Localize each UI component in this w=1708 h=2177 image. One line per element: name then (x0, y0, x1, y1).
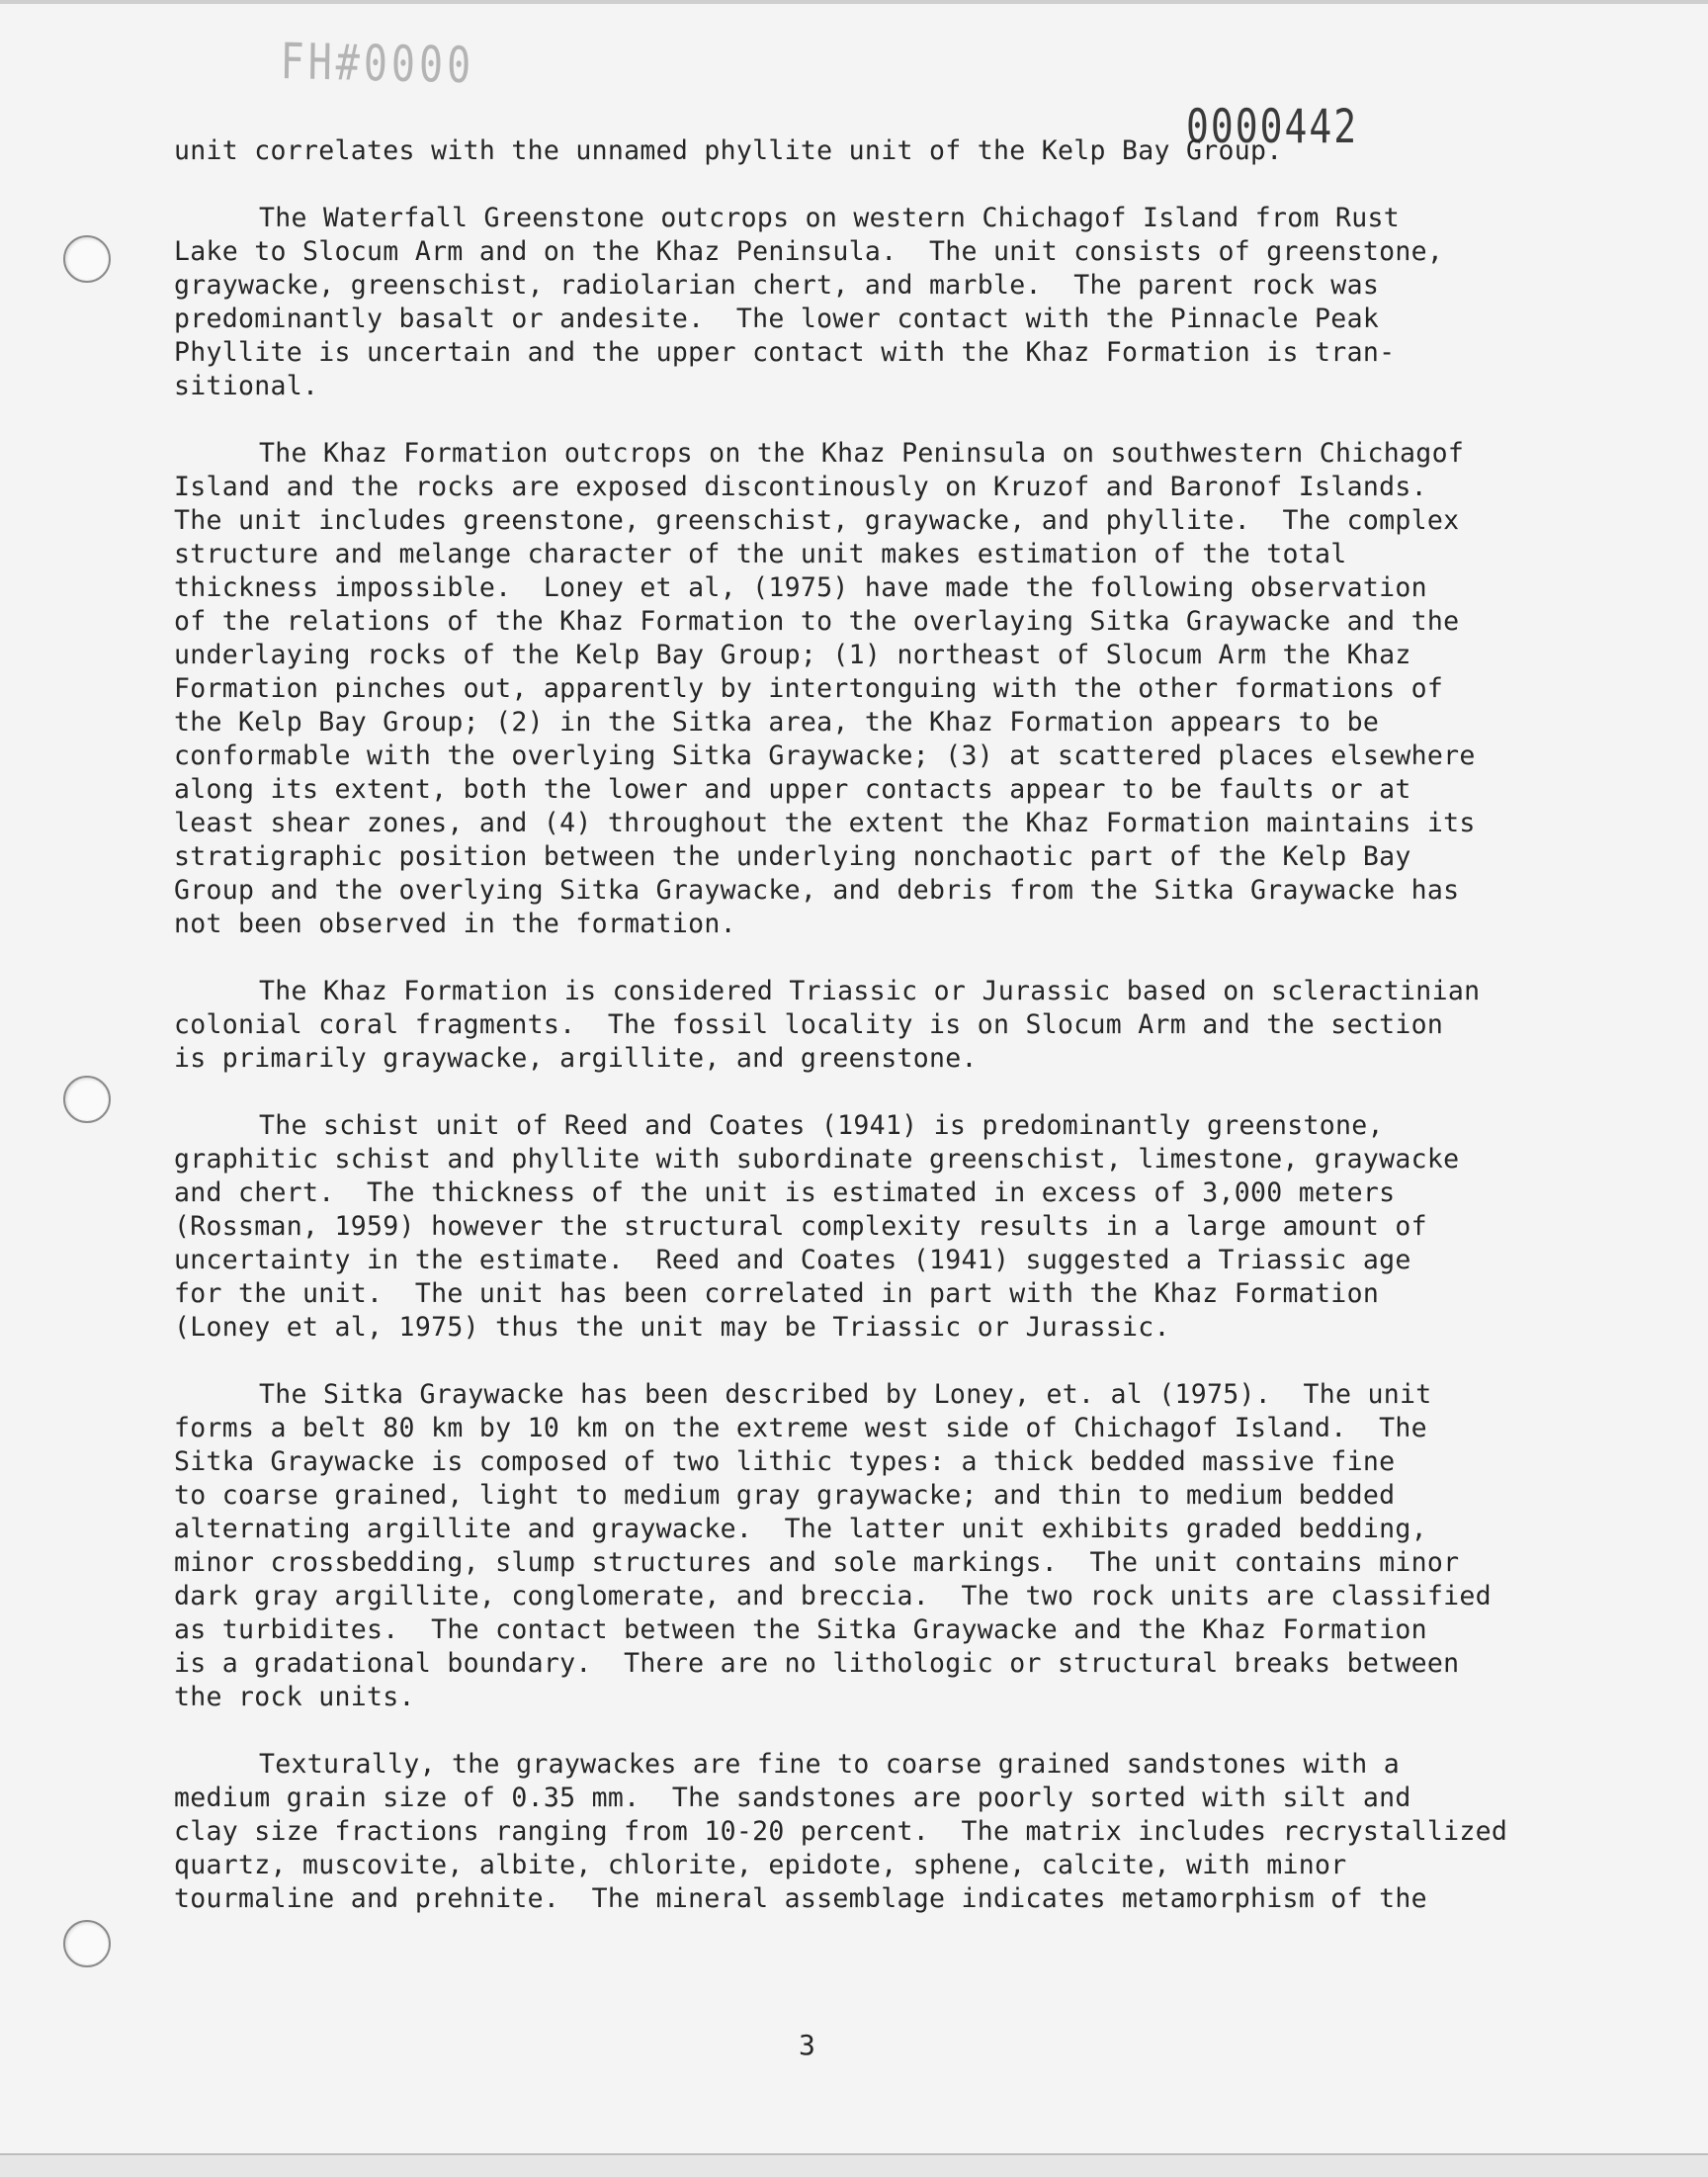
text-line: The Waterfall Greenstone outcrops on western Chichagof Island from Rust (259, 203, 1401, 233)
text-line: stratigraphic position between the underlying nonchaotic part of the Kelp Bay (174, 841, 1411, 872)
page-number: 3 (799, 2029, 815, 2061)
text-line: colonial coral fragments. The fossil locality is on Slocum Arm and the section (174, 1009, 1444, 1040)
text-line: The Khaz Formation is considered Triassic or Jurassic based on scleractinian (259, 976, 1481, 1006)
paragraph (174, 437, 1597, 941)
text-line: quartz, muscovite, albite, chlorite, epidote, sphene, calcite, with minor (174, 1850, 1347, 1880)
text-line: for the unit. The unit has been correlated in part with the Khaz Formation (174, 1278, 1380, 1309)
paragraph (174, 1109, 1597, 1345)
text-line: and chert. The thickness of the unit is estimated in excess of 3,000 meters (174, 1177, 1396, 1208)
document-number: 0000442 (1186, 99, 1359, 153)
text-line: (Loney et al, 1975) thus the unit may be Triassic or Jurassic. (174, 1312, 1170, 1343)
page-top-edge (0, 0, 1708, 4)
text-line: Lake to Slocum Arm and on the Khaz Peninsula. The unit consists of greenstone, (174, 236, 1444, 267)
text-line: sitional. (174, 371, 319, 401)
text-line: along its extent, both the lower and upper contacts appear to be faults or at (174, 774, 1411, 805)
text-line: as turbidites. The contact between the Sitka Graywacke and the Khaz Formation (174, 1614, 1427, 1645)
text-line: Group and the overlying Sitka Graywacke, and debris from the Sitka Graywacke has (174, 875, 1460, 906)
paragraph (174, 975, 1597, 1076)
text-line: structure and melange character of the unit makes estimation of the total (174, 539, 1347, 569)
text-line: of the relations of the Khaz Formation to the overlaying Sitka Graywacke and the (174, 606, 1460, 637)
text-line: unit correlates with the unnamed phyllite unit of the Kelp Bay Group. (174, 135, 1283, 166)
faint-stamp: FH#0000 (280, 34, 475, 95)
paragraph (174, 1748, 1597, 1916)
text-line: underlaying rocks of the Kelp Bay Group; (1) northeast of Slocum Arm the Khaz (174, 640, 1411, 670)
text-line: dark gray argillite, conglomerate, and breccia. The two rock units are classified (174, 1581, 1492, 1611)
text-line: forms a belt 80 km by 10 km on the extreme west side of Chichagof Island. The (174, 1413, 1427, 1443)
binder-hole-bottom (63, 1920, 111, 1967)
page-bottom-edge (0, 2153, 1708, 2177)
paragraph (174, 134, 1597, 168)
text-line: clay size fractions ranging from 10-20 percent. The matrix includes recrystallized (174, 1816, 1508, 1847)
text-line: to coarse grained, light to medium gray graywacke; and thin to medium bedded (174, 1480, 1396, 1511)
text-line: minor crossbedding, slump structures and sole markings. The unit contains minor (174, 1547, 1460, 1578)
paragraph (174, 1378, 1597, 1714)
text-line: Island and the rocks are exposed discontinously on Kruzof and Baronof Islands. (174, 472, 1427, 502)
text-line: uncertainty in the estimate. Reed and Coates (1941) suggested a Triassic age (174, 1245, 1411, 1275)
text-line: The schist unit of Reed and Coates (1941) is predominantly greenstone, (259, 1110, 1384, 1141)
text-line: Phyllite is uncertain and the upper contact with the Khaz Formation is tran- (174, 337, 1396, 368)
text-line: is primarily graywacke, argillite, and greenstone. (174, 1043, 978, 1074)
text-line: Texturally, the graywackes are fine to coarse grained sandstones with a (259, 1749, 1401, 1780)
paragraph (174, 202, 1597, 403)
binder-hole-top (63, 235, 111, 283)
text-line: predominantly basalt or andesite. The lower contact with the Pinnacle Peak (174, 304, 1380, 334)
text-line: medium grain size of 0.35 mm. The sandstones are poorly sorted with silt and (174, 1783, 1411, 1813)
text-line: (Rossman, 1959) however the structural complexity results in a large amount of (174, 1211, 1427, 1242)
text-line: alternating argillite and graywacke. The latter unit exhibits graded bedding, (174, 1514, 1427, 1544)
text-line: conformable with the overlying Sitka Graywacke; (3) at scattered places elsewhere (174, 740, 1476, 771)
text-line: the rock units. (174, 1682, 415, 1712)
text-line: The Khaz Formation outcrops on the Khaz Peninsula on southwestern Chichagof (259, 438, 1465, 469)
text-line: is a gradational boundary. There are no lithologic or structural breaks between (174, 1648, 1460, 1679)
text-line: graphitic schist and phyllite with subordinate greenschist, limestone, graywacke (174, 1144, 1460, 1175)
text-line: graywacke, greenschist, radiolarian chert, and marble. The parent rock was (174, 270, 1380, 301)
text-line: the Kelp Bay Group; (2) in the Sitka area, the Khaz Formation appears to be (174, 707, 1380, 738)
text-line: Sitka Graywacke is composed of two lithic types: a thick bedded massive fine (174, 1446, 1396, 1477)
text-line: not been observed in the formation. (174, 909, 736, 939)
text-line: The Sitka Graywacke has been described by Loney, et. al (1975). The unit (259, 1379, 1432, 1410)
binder-hole-middle (63, 1076, 111, 1123)
text-line: Formation pinches out, apparently by intertonguing with the other formations of (174, 673, 1444, 704)
body-text (174, 134, 1597, 1916)
text-line: The unit includes greenstone, greenschist, graywacke, and phyllite. The complex (174, 505, 1460, 536)
text-line: least shear zones, and (4) throughout the extent the Khaz Formation maintains its (174, 808, 1476, 838)
text-line: tourmaline and prehnite. The mineral assemblage indicates metamorphism of the (174, 1883, 1427, 1914)
text-line: thickness impossible. Loney et al, (1975) have made the following observation (174, 572, 1427, 603)
